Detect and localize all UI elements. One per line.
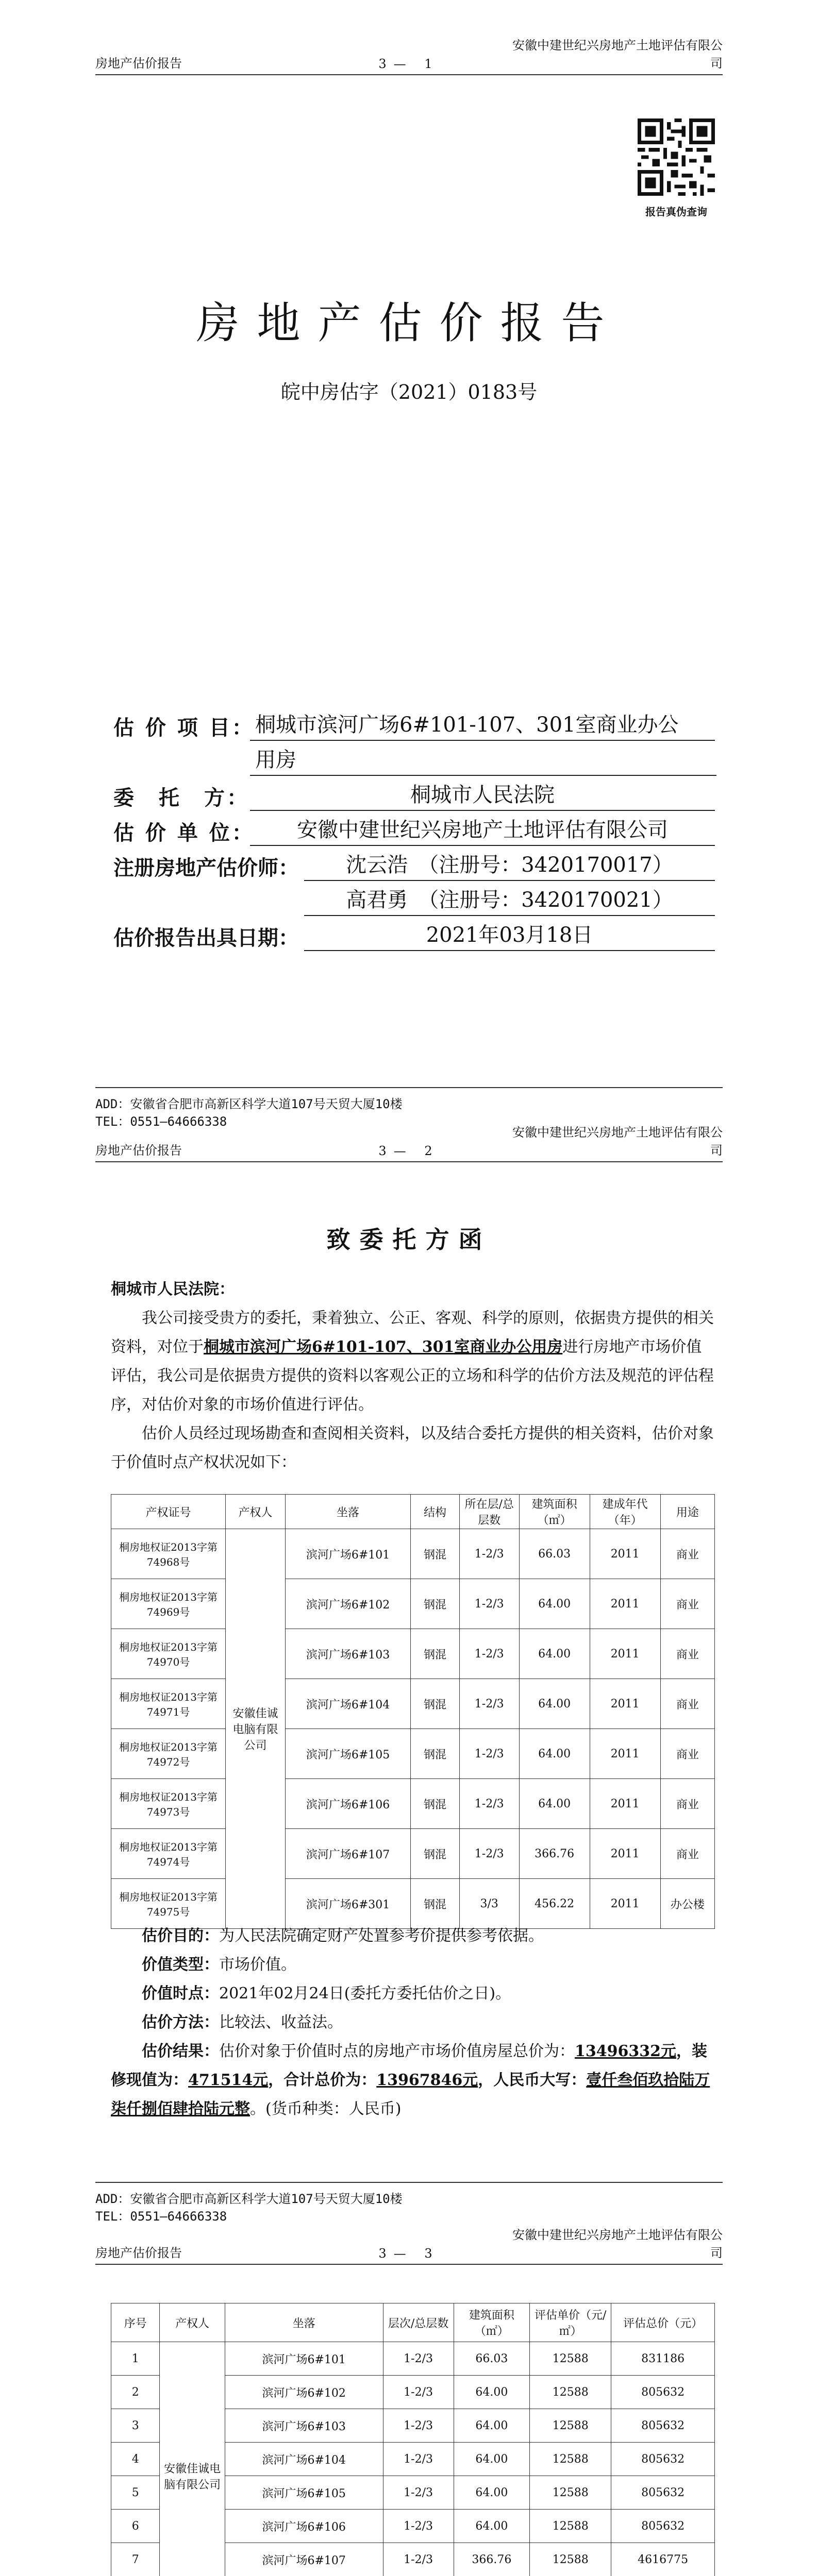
area-cell: 66.03 [454, 2342, 530, 2376]
header-left: 房地产估价报告 [95, 1143, 182, 1158]
letter-title: 致委托方函 [326, 1226, 492, 1253]
letter-summary [111, 1922, 715, 2124]
result-a: 估价对象于价值时点的房地产市场价值房屋总价为： [219, 2042, 575, 2060]
header-page-number: 3— 2 [378, 1144, 440, 1158]
method-label: 估价方法： [142, 2013, 219, 2031]
col-use: 用途 [660, 1495, 714, 1529]
use-cell: 商业 [660, 1729, 714, 1779]
valuer-row-2 [113, 881, 715, 916]
purpose-line [111, 1922, 715, 1951]
date-label: 估价报告出具日期： [113, 926, 299, 950]
floor-cell: 1-2/3 [459, 1779, 519, 1829]
floor-cell: 1-2/3 [459, 1829, 519, 1879]
unit-price-cell: 12588 [530, 2543, 611, 2576]
year-cell: 2011 [590, 1829, 660, 1879]
use-cell: 商业 [660, 1579, 714, 1629]
header-current: 2 [424, 1144, 440, 1158]
location-cell: 滨河广场6#103 [225, 2409, 383, 2443]
floor-cell: 1-2/3 [383, 2510, 454, 2543]
cert-no-cell: 桐房地权证2013字第74969号 [111, 1579, 226, 1629]
header-right: 安徽中建世纪兴房地产土地评估有限公司 [512, 38, 723, 71]
location-cell: 滨河广场6#301 [285, 1879, 410, 1929]
floor-cell: 1-2/3 [383, 2476, 454, 2510]
total-price-cell: 805632 [611, 2476, 715, 2510]
area-cell: 456.22 [519, 1879, 590, 1929]
col-total: 评估总价（元） [611, 2303, 715, 2342]
cert-no-cell: 桐房地权证2013字第74973号 [111, 1779, 226, 1829]
year-cell: 2011 [590, 1529, 660, 1579]
date-row [113, 916, 715, 951]
use-cell: 商业 [660, 1529, 714, 1579]
use-cell: 商业 [660, 1779, 714, 1829]
structure-cell: 钢混 [411, 1629, 460, 1679]
valuer-value-2: 高君勇 （注册号：3420170021） [304, 884, 715, 916]
letter-body [111, 1275, 715, 1477]
structure-cell: 钢混 [411, 1829, 460, 1879]
floor-cell: 1-2/3 [459, 1679, 519, 1729]
appraiser-value: 安徽中建世纪兴房地产土地评估有限公司 [250, 814, 715, 846]
table-row [111, 1679, 715, 1729]
result-total: 13967846元 [376, 2071, 478, 2089]
qr-caption: 报告真伪查询 [645, 206, 707, 218]
header-total: 3 [378, 57, 394, 71]
qr-code[interactable] [638, 118, 715, 196]
col-location: 坐落 [285, 1495, 410, 1529]
floor-cell: 1-2/3 [383, 2543, 454, 2576]
use-cell: 商业 [660, 1679, 714, 1729]
total-price-cell: 805632 [611, 2443, 715, 2476]
cert-no-cell: 桐房地权证2013字第74971号 [111, 1679, 226, 1729]
floor-cell: 1-2/3 [459, 1529, 519, 1579]
year-cell: 2011 [590, 1879, 660, 1929]
purpose-value: 为人民法院确定财产处置参考价提供参考依据。 [219, 1927, 544, 1945]
location-cell: 滨河广场6#102 [285, 1579, 410, 1629]
result-e: 。(货币种类：人民币) [250, 2100, 402, 2118]
floor-cell: 1-2/3 [383, 2342, 454, 2376]
result-words: 壹仟叁佰玖拾陆万柒仟捌佰肆拾陆元整 [111, 2071, 710, 2118]
area-cell: 66.03 [519, 1529, 590, 1579]
col-floor: 层次/总层数 [383, 2303, 454, 2342]
header-right: 安徽中建世纪兴房地产土地评估有限公司 [512, 2228, 723, 2260]
appraiser-label: 估 价 单 位： [113, 821, 255, 845]
page-footer [95, 2182, 723, 2225]
area-cell: 64.00 [519, 1729, 590, 1779]
area-cell: 64.00 [519, 1629, 590, 1679]
row-number-cell: 7 [111, 2543, 160, 2576]
table-header-row [111, 2303, 715, 2342]
col-year: 建成年代（年） [590, 1495, 660, 1529]
client-value: 桐城市人民法院 [250, 778, 715, 811]
letter-addressee: 桐城市人民法院： [111, 1280, 235, 1298]
date-line [111, 1979, 715, 2008]
type-label: 价值类型： [142, 1956, 219, 1974]
header-page-number: 3— 3 [378, 2246, 440, 2261]
header-left: 房地产估价报告 [95, 56, 182, 71]
row-number-cell: 5 [111, 2476, 160, 2510]
floor-cell: 1-2/3 [459, 1729, 519, 1779]
header-total: 3 [378, 2246, 394, 2261]
col-location: 坐落 [225, 2303, 383, 2342]
location-cell: 滨河广场6#105 [285, 1729, 410, 1779]
report-number: 皖中房估字（2021）0183号 [280, 381, 538, 403]
area-cell: 64.00 [454, 2409, 530, 2443]
valuer-label: 注册房地产估价师： [113, 856, 299, 880]
row-number-cell: 3 [111, 2409, 160, 2443]
location-cell: 滨河广场6#101 [225, 2342, 383, 2376]
location-cell: 滨河广场6#103 [285, 1629, 410, 1679]
appraiser-row [113, 811, 715, 846]
client-label: 委 托 方： [113, 786, 249, 810]
page-cover [0, 0, 818, 1133]
unit-price-cell: 12588 [530, 2409, 611, 2443]
page-header [95, 38, 723, 75]
total-price-cell: 805632 [611, 2510, 715, 2543]
table-body [111, 1529, 715, 1929]
valuer-row [113, 846, 715, 881]
p1-property: 桐城市滨河广场6#101-107、301室商业办公用房 [204, 1338, 563, 1356]
result-c: ，合计总价为： [268, 2071, 377, 2089]
footer-tel: TEL：0551—64666338 [95, 1114, 227, 1129]
table-row [111, 1579, 715, 1629]
floor-cell: 3/3 [459, 1879, 519, 1929]
structure-cell: 钢混 [411, 1679, 460, 1729]
unit-price-cell: 12588 [530, 2376, 611, 2409]
header-current: 3 [424, 2246, 440, 2261]
result-line [111, 2037, 715, 2124]
cert-no-cell: 桐房地权证2013字第74972号 [111, 1729, 226, 1779]
year-cell: 2011 [590, 1779, 660, 1829]
total-price-cell: 805632 [611, 2409, 715, 2443]
location-cell: 滨河广场6#106 [285, 1779, 410, 1829]
col-floor: 所在层/总层数 [459, 1495, 519, 1529]
project-label: 估 价 项 目： [113, 716, 255, 740]
project-row-2 [113, 741, 715, 776]
col-price: 评估单价（元/㎡） [530, 2303, 611, 2342]
valuer-value-1: 沈云浩 （注册号：3420170017） [304, 849, 715, 881]
area-cell: 64.00 [519, 1679, 590, 1729]
method-line [111, 2008, 715, 2037]
p1-c: 进行房地产市场价值评估，我公司是依据贵方提供的资料以客观公正的立场和科学的估价方法及规范的评估程序，对估价对象的市场价值进行评估。 [111, 1338, 714, 1414]
floor-cell: 1-2/3 [459, 1579, 519, 1629]
page-header [95, 1125, 723, 1162]
area-cell: 64.00 [454, 2443, 530, 2476]
table-body [111, 2342, 715, 2576]
cert-no-cell: 桐房地权证2013字第74970号 [111, 1629, 226, 1679]
structure-cell: 钢混 [411, 1529, 460, 1579]
table-row [111, 1779, 715, 1829]
value-date-label: 价值时点： [142, 1985, 219, 2003]
col-owner: 产权人 [160, 2303, 225, 2342]
location-cell: 滨河广场6#106 [225, 2510, 383, 2543]
location-cell: 滨河广场6#101 [285, 1529, 410, 1579]
col-area: 建筑面积（㎡） [454, 2303, 530, 2342]
year-cell: 2011 [590, 1729, 660, 1779]
total-price-cell: 831186 [611, 2342, 715, 2376]
structure-cell: 钢混 [411, 1729, 460, 1779]
area-cell: 64.00 [454, 2510, 530, 2543]
location-cell: 滨河广场6#104 [285, 1679, 410, 1729]
footer-address: ADD：安徽省合肥市高新区科学大道107号天贸大厦10楼 [95, 1097, 403, 1111]
unit-price-cell: 12588 [530, 2443, 611, 2476]
year-cell: 2011 [590, 1579, 660, 1629]
report-title: 房地产估价报告 [196, 298, 622, 348]
project-value: 桐城市滨河广场6#101-107、301室商业办公 [250, 708, 715, 741]
use-cell: 商业 [660, 1829, 714, 1879]
header-page-number: 3— 1 [378, 57, 440, 71]
table-row [111, 1529, 715, 1579]
location-cell: 滨河广场6#107 [225, 2543, 383, 2576]
total-price-cell: 4616775 [611, 2543, 715, 2576]
type-value: 市场价值。 [219, 1956, 296, 1974]
location-cell: 滨河广场6#102 [225, 2376, 383, 2409]
use-cell: 商业 [660, 1629, 714, 1679]
row-number-cell: 2 [111, 2376, 160, 2409]
footer-tel: TEL：0551—64666338 [95, 2209, 227, 2224]
floor-cell: 1-2/3 [383, 2443, 454, 2476]
header-total: 3 [378, 1144, 394, 1158]
project-value-cont: 用房 [250, 743, 716, 776]
total-price-cell: 805632 [611, 2376, 715, 2409]
row-number-cell: 4 [111, 2443, 160, 2476]
header-right: 安徽中建世纪兴房地产土地评估有限公司 [512, 1125, 723, 1158]
type-line [111, 1951, 715, 1979]
result-d: ，人民币大写： [478, 2071, 587, 2089]
area-cell: 64.00 [454, 2476, 530, 2510]
floor-cell: 1-2/3 [383, 2376, 454, 2409]
floor-cell: 1-2/3 [459, 1629, 519, 1679]
floor-cell: 1-2/3 [383, 2409, 454, 2443]
col-area: 建筑面积（㎡） [519, 1495, 590, 1529]
p1-a: 我公司接受贵方的委托，秉着独立、公正、客观、科学的原则，依据贵方提供的相关资料，对位于 [111, 1309, 714, 1356]
unit-price-cell: 12588 [530, 2510, 611, 2543]
owner-cell: 安徽佳诚电脑有限公司 [226, 1529, 286, 1929]
purpose-label: 估价目的： [142, 1927, 219, 1945]
row-number-cell: 6 [111, 2510, 160, 2543]
owner-cell: 安徽佳诚电脑有限公司 [160, 2342, 225, 2576]
table-row [111, 2342, 715, 2376]
cert-no-cell: 桐房地权证2013字第74974号 [111, 1829, 226, 1879]
project-row [113, 706, 715, 741]
area-cell: 64.00 [519, 1579, 590, 1629]
use-cell: 办公楼 [660, 1879, 714, 1929]
year-cell: 2011 [590, 1679, 660, 1729]
col-owner: 产权人 [226, 1495, 286, 1529]
value-date: 2021年02月24日(委托方委托估价之日)。 [219, 1985, 511, 2003]
table-header-row [111, 1495, 715, 1529]
page-letter [0, 1125, 818, 2236]
location-cell: 滨河广场6#105 [225, 2476, 383, 2510]
col-no: 序号 [111, 2303, 160, 2342]
valuation-table [111, 2303, 715, 2576]
col-structure: 结构 [411, 1495, 460, 1529]
area-cell: 366.76 [519, 1829, 590, 1879]
unit-price-cell: 12588 [530, 2476, 611, 2510]
letter-para-2: 估价人员经过现场勘查和查阅相关资料，以及结合委托方提供的相关资料，估价对象于价值时点产权状况如下： [111, 1425, 714, 1471]
table-row [111, 1879, 715, 1929]
date-value: 2021年03月18日 [304, 919, 715, 951]
result-b: ，装修现值为： [111, 2042, 707, 2089]
footer-address: ADD：安徽省合肥市高新区科学大道107号天贸大厦10楼 [95, 2192, 403, 2206]
page-header [95, 2228, 723, 2265]
area-cell: 64.00 [454, 2376, 530, 2409]
page-summary [0, 2228, 818, 2576]
row-number-cell: 1 [111, 2342, 160, 2376]
col-cert: 产权证号 [111, 1495, 226, 1529]
location-cell: 滨河广场6#104 [225, 2443, 383, 2476]
area-cell: 366.76 [454, 2543, 530, 2576]
table-row [111, 1629, 715, 1679]
result-house: 13496332元 [575, 2042, 676, 2060]
table-row [111, 1829, 715, 1879]
location-cell: 滨河广场6#107 [285, 1829, 410, 1879]
year-cell: 2011 [590, 1629, 660, 1679]
cert-no-cell: 桐房地权证2013字第74968号 [111, 1529, 226, 1579]
result-label: 估价结果： [142, 2042, 219, 2060]
area-cell: 64.00 [519, 1779, 590, 1829]
header-left: 房地产估价报告 [95, 2246, 182, 2260]
structure-cell: 钢混 [411, 1579, 460, 1629]
table-row [111, 1729, 715, 1779]
method-value: 比较法、收益法。 [219, 2013, 343, 2031]
cert-no-cell: 桐房地权证2013字第74975号 [111, 1879, 226, 1929]
header-current: 1 [424, 57, 440, 71]
client-row [113, 776, 715, 811]
cover-info [113, 706, 715, 951]
structure-cell: 钢混 [411, 1779, 460, 1829]
result-deco: 471514元 [188, 2071, 269, 2089]
letter-para-1 [111, 1304, 715, 1419]
unit-price-cell: 12588 [530, 2342, 611, 2376]
structure-cell: 钢混 [411, 1879, 460, 1929]
property-rights-table [111, 1494, 715, 1929]
